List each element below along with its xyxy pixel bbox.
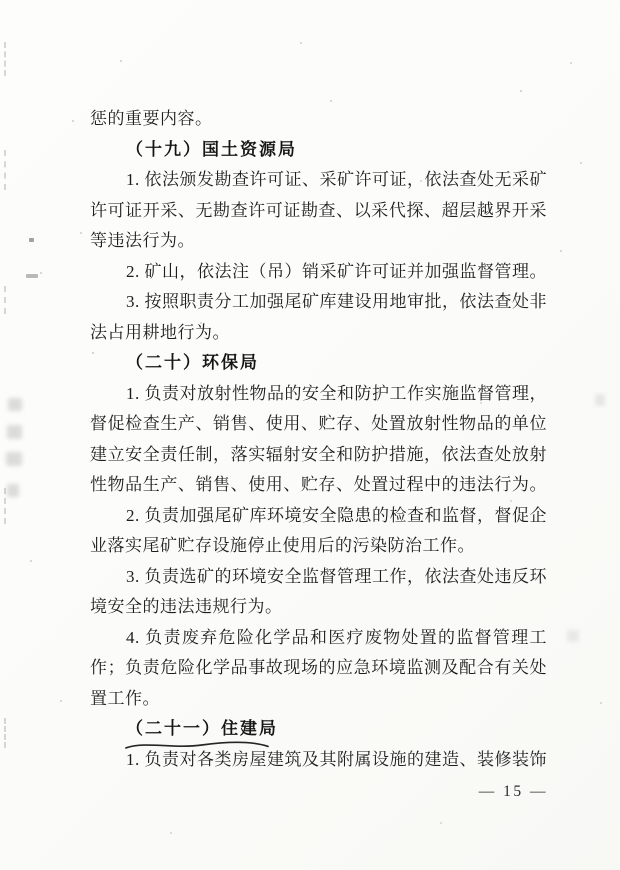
text-line bbox=[90, 226, 547, 257]
line-text: 3. 按照职责分工加强尾矿库建设用地审批，依法查处非 bbox=[126, 292, 547, 311]
section-heading bbox=[90, 135, 547, 166]
text-line bbox=[90, 531, 547, 562]
text-line bbox=[90, 257, 547, 288]
scan-smudge bbox=[8, 398, 22, 411]
scan-speck bbox=[29, 238, 34, 242]
text-line bbox=[90, 653, 547, 684]
line-text: 3. 负责选矿的环境安全监督管理工作，依法查处违反环 bbox=[126, 566, 547, 586]
section-heading bbox=[90, 714, 547, 745]
scan-speck bbox=[26, 274, 38, 278]
text-line bbox=[90, 745, 547, 776]
text-line bbox=[90, 287, 547, 318]
line-text: 1. 负责对各类房屋建筑及其附属设施的建造、装修装饰 bbox=[126, 749, 547, 769]
line-text: （二十）环保局 bbox=[126, 353, 259, 372]
text-line bbox=[90, 318, 547, 349]
scan-smudge bbox=[7, 425, 22, 439]
line-text: 许可证开采、无勘查许可证勘查、以采代探、超层越界开采 bbox=[90, 200, 547, 220]
line-text: （十九）国土资源局 bbox=[126, 139, 297, 159]
line-text: 1. 负责对放射性物品的安全和防护工作实施监督管理， bbox=[126, 383, 547, 403]
line-text: 2. 矿山，依法注（吊）销采矿许可证并加强监督管理。 bbox=[126, 261, 547, 281]
line-text: 4. 负责废弃危险化学品和医疗废物处置的监督管理工 bbox=[126, 627, 547, 647]
scan-smudge bbox=[7, 484, 19, 497]
line-text: 作；负责危险化学品事故现场的应急环境监测及配合有关处 bbox=[90, 658, 547, 677]
text-line bbox=[90, 440, 547, 471]
text-block bbox=[90, 104, 547, 775]
text-line bbox=[90, 409, 547, 440]
text-line bbox=[90, 470, 547, 501]
text-line bbox=[90, 379, 547, 410]
scan-edge-mark bbox=[4, 42, 6, 76]
line-text: 业落实尾矿贮存设施停止使用后的污染防治工作。 bbox=[90, 536, 475, 555]
scan-smudge bbox=[567, 630, 579, 642]
text-line bbox=[90, 165, 547, 196]
line-text: 境安全的违法违规行为。 bbox=[90, 597, 283, 616]
text-line bbox=[90, 196, 547, 227]
scan-edge-mark bbox=[4, 150, 6, 190]
text-line bbox=[90, 501, 547, 532]
line-text: 惩的重要内容。 bbox=[90, 109, 213, 128]
line-text: 置工作。 bbox=[90, 688, 160, 708]
page-number: — 15 — bbox=[478, 783, 548, 800]
scan-smudge bbox=[6, 452, 22, 466]
text-line bbox=[90, 104, 547, 135]
text-line bbox=[90, 592, 547, 623]
line-text: 性物品生产、销售、使用、贮存、处置过程中的违法行为。 bbox=[90, 475, 547, 494]
section-heading bbox=[90, 348, 547, 379]
scan-edge-mark bbox=[4, 286, 6, 314]
line-text: 1. 依法颁发勘查许可证、采矿许可证，依法查处无采矿 bbox=[126, 170, 547, 189]
line-text: 等违法行为。 bbox=[90, 231, 195, 250]
line-text: 2. 负责加强尾矿库环境安全隐患的检查和监督，督促企 bbox=[126, 505, 547, 525]
line-text: （二十一）住建局 bbox=[126, 719, 278, 738]
line-text: 督促检查生产、销售、使用、贮存、处置放射性物品的单位 bbox=[90, 414, 547, 433]
text-line bbox=[90, 623, 547, 654]
line-text: 法占用耕地行为。 bbox=[90, 322, 230, 342]
scan-edge-mark bbox=[4, 488, 6, 524]
text-line bbox=[90, 562, 547, 593]
scan-smudge bbox=[595, 394, 605, 406]
line-text: 建立安全责任制，落实辐射安全和防护措施，依法查处放射 bbox=[90, 444, 547, 464]
scan-edge-mark bbox=[4, 718, 6, 748]
text-line bbox=[90, 684, 547, 715]
